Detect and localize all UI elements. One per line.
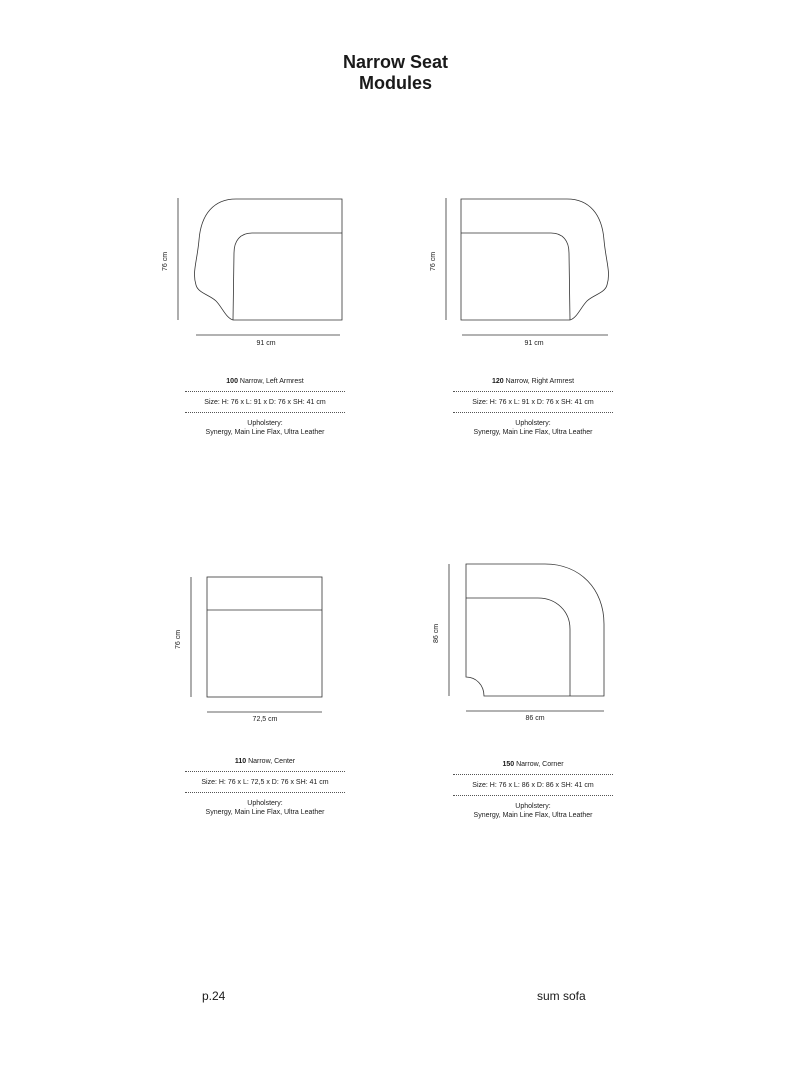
corner-upholstery-label: Upholstery: — [515, 803, 551, 810]
left-armrest-height-dim: 76 cm — [162, 251, 170, 272]
corner-code: 150 — [502, 761, 515, 768]
corner-name — [453, 760, 613, 769]
center-height-dim: 76 cm — [175, 629, 183, 650]
page-title-line-2: Modules — [358, 73, 432, 93]
left-armrest-upholstery-label: Upholstery: — [247, 420, 283, 427]
right-armrest-upholstery-label: Upholstery: — [515, 420, 551, 427]
corner-width-dim: 86 cm — [525, 715, 545, 722]
corner-upholstery: Synergy, Main Line Flax, Ultra Leather — [473, 812, 593, 819]
divider — [453, 795, 613, 796]
corner-info — [453, 760, 613, 820]
left-armrest-code: 100 — [226, 378, 238, 385]
corner-label: Narrow, Corner — [514, 761, 564, 768]
page-title-line-1: Narrow Seat — [342, 52, 449, 72]
page-number: p.24 — [202, 989, 226, 1003]
left-armrest-width-dim: 91 cm — [256, 340, 276, 347]
right-armrest-height-dim: 76 cm — [430, 251, 438, 272]
right-armrest-upholstery: Synergy, Main Line Flax, Ultra Leather — [473, 429, 593, 436]
corner-height-dim: 86 cm — [433, 623, 441, 644]
brand-name: sum sofa — [537, 989, 586, 1003]
center-upholstery-label: Upholstery: — [247, 800, 283, 807]
divider — [453, 774, 613, 775]
right-armrest-code: 120 — [491, 378, 504, 385]
left-armrest-size: Size: H: 76 x L: 91 x D: 76 x SH: 41 cm — [204, 399, 326, 406]
left-armrest-label: Narrow, Left Armrest — [237, 378, 304, 385]
left-armrest-upholstery: Synergy, Main Line Flax, Ultra Leather — [205, 429, 325, 436]
center-code: 110 — [234, 758, 247, 765]
center-width-dim: 72,5 cm — [252, 716, 278, 723]
center-upholstery: Synergy, Main Line Flax, Ultra Leather — [205, 809, 325, 816]
center-label: Narrow, Center — [246, 758, 296, 765]
right-armrest-width-dim: 91 cm — [524, 340, 544, 347]
corner-size: Size: H: 76 x L: 86 x D: 86 x SH: 41 cm — [472, 782, 594, 789]
center-size: Size: H: 76 x L: 72,5 x D: 76 x SH: 41 cm — [201, 779, 329, 786]
right-armrest-size: Size: H: 76 x L: 91 x D: 76 x SH: 41 cm — [472, 399, 594, 406]
right-armrest-label: Narrow, Right Armrest — [503, 378, 575, 385]
